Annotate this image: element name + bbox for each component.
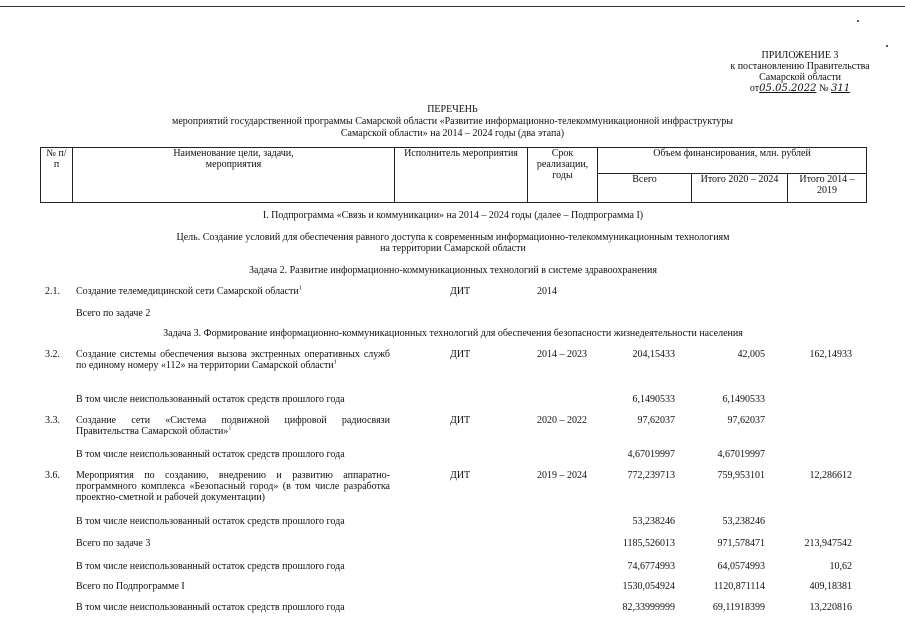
task-2-heading: Задача 2. Развитие информационно-коммуникационных технологий в системе здравоохранения [249,265,657,276]
row-name: В том числе неиспользованный остаток средств прошлого года [76,602,345,613]
row-term: 2020 – 2022 [537,415,587,426]
appendix-line-2: к постановлению Правительства [730,61,870,72]
scan-speck [886,45,888,47]
header-executor: Исполнитель мероприятия [395,148,528,203]
row-name: Создание телемедицинской сети Самарской области$^1$ [76,285,302,297]
row-name: В том числе неиспользованный остаток средств прошлого года [76,449,345,460]
row-number: 3.3. [45,415,60,426]
header-name: Наименование цели, задачи, мероприятия [73,148,395,203]
row-executor: ДИТ [450,470,471,481]
row-total-2020-2024: 1120,871114 [713,581,765,592]
row-name: Создание сети «Система подвижной цифровой радиосвязи Правительства Самарской области»$^1$ [76,415,390,437]
row-total: 1530,054924 [622,581,675,592]
appendix-number: 311 [830,83,851,94]
row-name: Мероприятия по созданию, внедрению и развитию аппаратно-программного комплекса «Безопасный город» (в том числе разработка проектно-сметной и рабочей документации) [76,470,390,503]
goal-line-1: Цель. Создание условий для обеспечения равного доступа к современным информационно-телекоммуникационным технологиям [176,232,730,243]
row-total: 4,67019997 [627,449,675,460]
row-total-2014-2019: 13,220816 [809,602,852,613]
header-total-2020-2024: Итого 2020 – 2024 [692,174,788,203]
row-total: 74,6774993 [627,561,675,572]
row-total: 772,239713 [627,470,675,481]
document-subtitle-line-2: Самарской области» на 2014 – 2024 годы (два этапа) [340,128,565,139]
row-total-2014-2019: 409,18381 [809,581,852,592]
row-number: 2.1. [45,286,60,297]
row-name: Всего по задаче 2 [76,308,151,319]
row-total-2020-2024: 6,1490533 [722,394,765,405]
row-name: В том числе неиспользованный остаток средств прошлого года [76,394,345,405]
row-executor: ДИТ [450,286,471,297]
subprogram-heading: I. Подпрограмма «Связь и коммуникации» на 2014 – 2024 годы (далее – Подпрограмма I) [262,210,644,221]
row-number: 3.2. [45,349,60,360]
row-total-2014-2019: 213,947542 [804,538,852,549]
document-title: ПЕРЕЧЕНЬ [427,104,478,115]
goal-line-2: на территории Самарской области [380,243,526,254]
row-total: 6,1490533 [632,394,675,405]
row-total-2020-2024: 64,0574993 [717,561,765,572]
row-total-2014-2019: 162,14933 [809,349,852,360]
row-total-2014-2019: 10,62 [829,561,852,572]
row-total-2020-2024: 4,67019997 [717,449,765,460]
row-term: 2014 – 2023 [537,349,587,360]
row-executor: ДИТ [450,349,471,360]
row-total: 97,62037 [637,415,675,426]
row-total-2014-2019: 12,286612 [809,470,852,481]
header-total-2014-2019: Итого 2014 – 2019 [788,174,867,203]
header-total: Всего [598,174,692,203]
row-total-2020-2024: 42,005 [737,349,765,360]
appendix-block [700,50,900,94]
row-term: 2019 – 2024 [537,470,587,481]
row-total: 204,15433 [632,349,675,360]
row-number: 3.6. [45,470,60,481]
row-total: 82,33999999 [622,602,675,613]
row-name: В том числе неиспользованный остаток средств прошлого года [76,561,345,572]
appendix-date-line [700,83,900,94]
row-name: В том числе неиспользованный остаток средств прошлого года [76,516,345,527]
row-total-2020-2024: 53,238246 [722,516,765,527]
row-total: 1185,526013 [622,538,675,549]
row-total-2020-2024: 971,578471 [717,538,765,549]
task-3-heading: Задача 3. Формирование информационно-коммуникационных технологий для обеспечения безопасности жизнедеятельности населения [163,328,743,339]
row-total-2020-2024: 97,62037 [727,415,765,426]
appendix-date: 05.05.2022 [759,83,817,94]
scan-speck [857,20,859,22]
row-executor: ДИТ [450,415,471,426]
page-top-edge [0,6,905,7]
table-header [40,147,867,203]
appendix-title: ПРИЛОЖЕНИЕ 3 [761,50,839,61]
row-total: 53,238246 [632,516,675,527]
row-name: Всего по Подпрограмме I [76,581,185,592]
row-term: 2014 [537,286,557,297]
row-name: Всего по задаче 3 [76,538,151,549]
appendix-from-label: от [749,83,760,94]
document-subtitle-line-1: мероприятий государственной программы Самарской области «Развитие информационно-телекоммуникационной инфраструктуры [172,116,733,127]
row-total-2020-2024: 69,11918399 [712,602,765,613]
header-financing: Объем финансирования, млн. рублей [598,148,867,174]
header-num: № п/п [41,148,73,203]
header-term: Срок реализации, годы [528,148,598,203]
appendix-number-label: № [818,83,829,94]
row-name: Создание системы обеспечения вызова экстренных оперативных служб по единому номеру «112» на территории Самарской области$^1$ [76,349,390,371]
appendix-line-3: Самарской области [759,72,841,83]
row-total-2020-2024: 759,953101 [717,470,765,481]
